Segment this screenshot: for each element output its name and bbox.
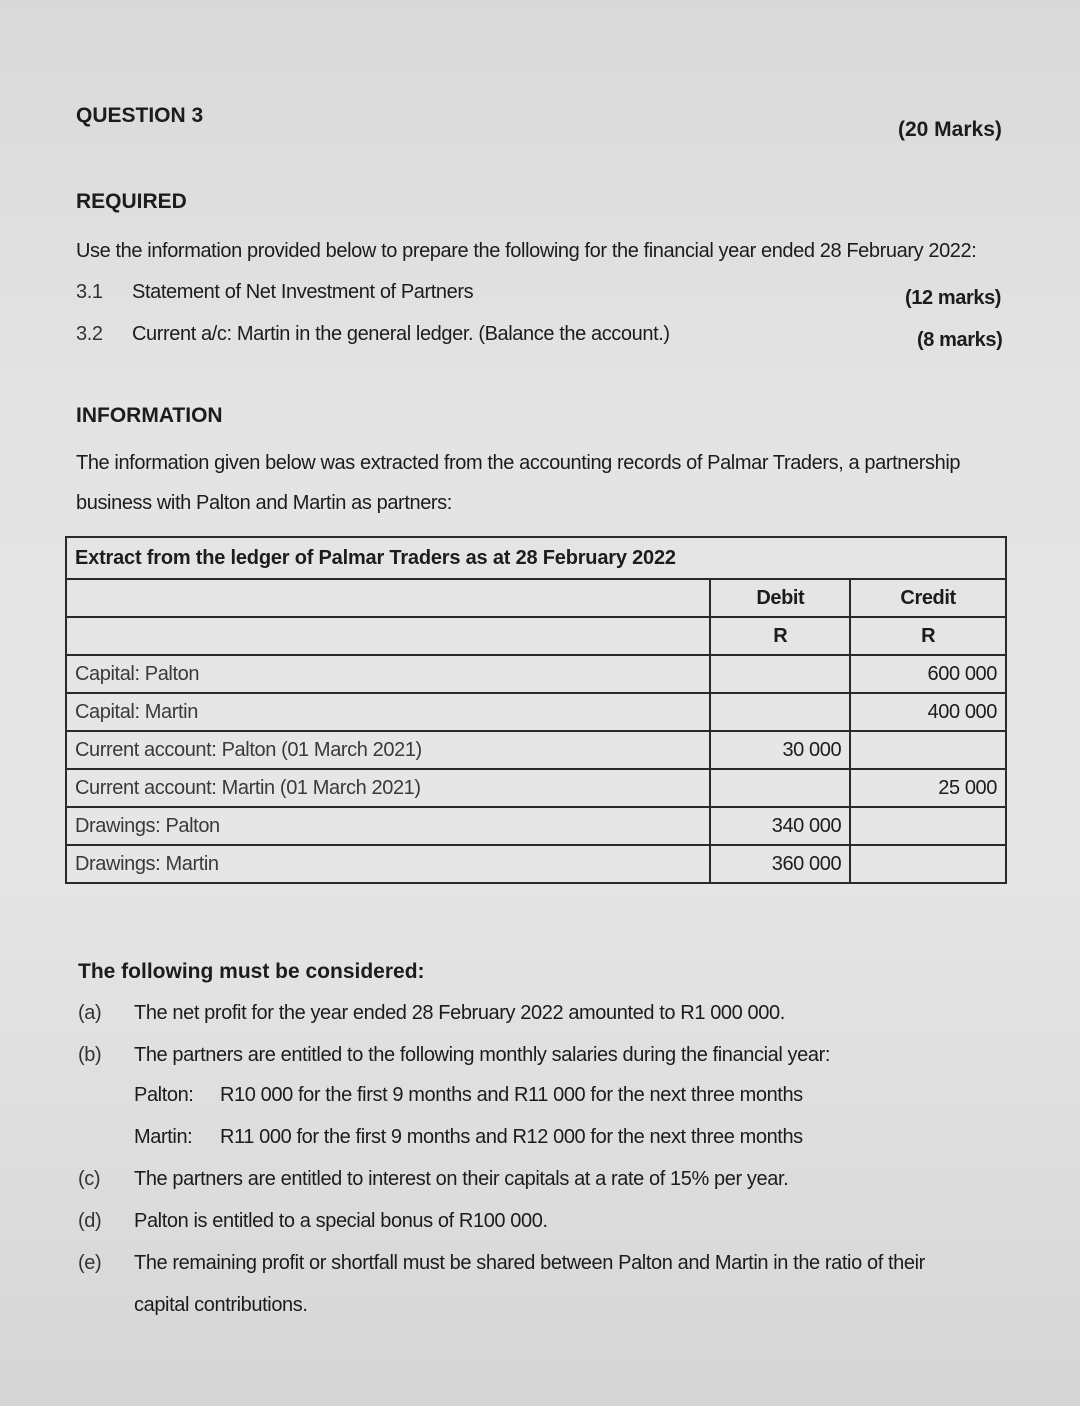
debit-amount: 30 000 [710, 731, 850, 769]
credit-amount: 25 000 [850, 769, 1006, 807]
salary-detail: R10 000 for the first 9 months and R11 000 for the next three months [220, 1084, 803, 1106]
debit-amount [710, 693, 850, 731]
salary-partner-name: Palton: [134, 1084, 194, 1106]
task-marks: (8 marks) [917, 329, 1003, 351]
table-row [66, 845, 1006, 883]
account-label: Current account: Palton (01 March 2021) [66, 731, 710, 769]
considerations-heading: The following must be considered: [78, 960, 425, 983]
credit-amount: 600 000 [850, 655, 1006, 693]
credit-unit: R [850, 617, 1006, 655]
required-intro: Use the information provided below to prepare the following for the financial year ended 28 February 2022: [76, 240, 977, 262]
table-row [66, 693, 1006, 731]
account-label: Drawings: Martin [66, 845, 710, 883]
account-label: Drawings: Palton [66, 807, 710, 845]
account-label: Capital: Palton [66, 655, 710, 693]
required-heading: REQUIRED [76, 190, 187, 213]
header-blank-cell [66, 617, 710, 655]
item-letter: (a) [78, 1002, 102, 1024]
debit-unit: R [710, 617, 850, 655]
item-text: The net profit for the year ended 28 February 2022 amounted to R1 000 000. [134, 1002, 785, 1024]
debit-amount [710, 655, 850, 693]
task-number: 3.2 [76, 323, 103, 345]
task-marks: (12 marks) [905, 287, 1002, 309]
header-blank-cell [66, 579, 710, 617]
ledger-extract-table [65, 536, 1007, 884]
task-text: Current a/c: Martin in the general ledger. (Balance the account.) [132, 323, 670, 345]
item-text: The partners are entitled to the following monthly salaries during the financial year: [134, 1044, 831, 1066]
table-row [66, 655, 1006, 693]
question-title: QUESTION 3 [76, 104, 204, 127]
table-row [66, 731, 1006, 769]
item-text: The remaining profit or shortfall must be shared between Palton and Martin in the ratio of their [134, 1252, 925, 1274]
debit-column-header: Debit [710, 579, 850, 617]
item-text: Palton is entitled to a special bonus of R100 000. [134, 1210, 548, 1232]
salary-detail: R11 000 for the first 9 months and R12 000 for the next three months [220, 1126, 803, 1148]
debit-amount [710, 769, 850, 807]
item-letter: (e) [78, 1252, 102, 1274]
credit-amount [850, 845, 1006, 883]
information-heading: INFORMATION [76, 404, 223, 427]
credit-amount [850, 731, 1006, 769]
table-row [66, 769, 1006, 807]
debit-amount: 340 000 [710, 807, 850, 845]
item-letter: (b) [78, 1044, 102, 1066]
item-text: The partners are entitled to interest on their capitals at a rate of 15% per year. [134, 1168, 789, 1190]
item-letter: (c) [78, 1168, 101, 1190]
item-text-continued: capital contributions. [134, 1294, 308, 1316]
account-label: Capital: Martin [66, 693, 710, 731]
total-marks: (20 Marks) [898, 118, 1002, 141]
debit-amount: 360 000 [710, 845, 850, 883]
information-text-line1: The information given below was extracted from the accounting records of Palmar Traders, a partnership [76, 452, 961, 474]
task-number: 3.1 [76, 281, 103, 303]
credit-amount [850, 807, 1006, 845]
credit-amount: 400 000 [850, 693, 1006, 731]
salary-partner-name: Martin: [134, 1126, 193, 1148]
information-text-line2: business with Palton and Martin as partners: [76, 492, 452, 514]
table-row [66, 807, 1006, 845]
credit-column-header: Credit [850, 579, 1006, 617]
task-text: Statement of Net Investment of Partners [132, 281, 474, 303]
item-letter: (d) [78, 1210, 102, 1232]
ledger-title: Extract from the ledger of Palmar Traders as at 28 February 2022 [66, 537, 1006, 579]
account-label: Current account: Martin (01 March 2021) [66, 769, 710, 807]
